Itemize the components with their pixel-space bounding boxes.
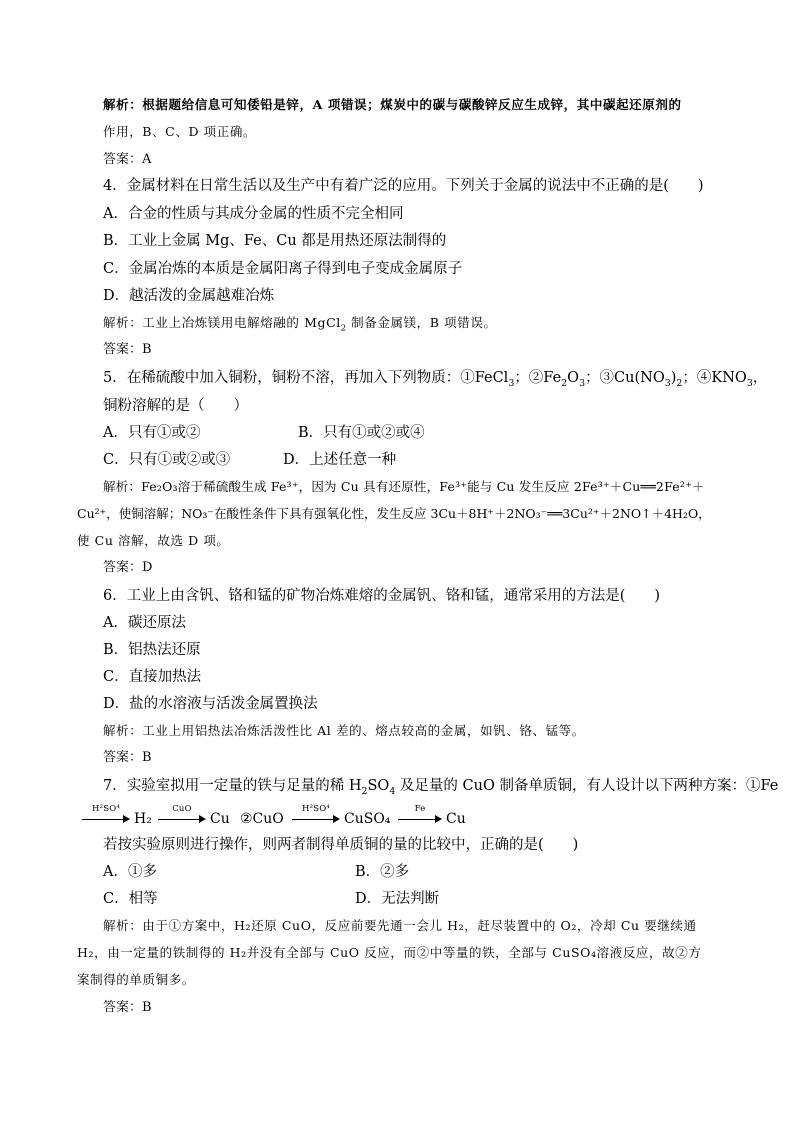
explanation-line: H₂，由一定量的铁制得的 H₂并没有全部与 CuO 反应，而②中等量的铁，全部与 CuSO₄溶液反应，故②方 <box>77 945 702 960</box>
answer-label: 答案： <box>103 1000 143 1015</box>
option-d: D．盐的水溶液与活泼金属置换法 <box>103 696 318 712</box>
arrow-condition: H²SO⁴ <box>91 804 121 814</box>
arrow-condition: CuO <box>172 804 192 814</box>
answer-line <box>103 151 151 169</box>
option-c: C．相等 <box>103 891 158 907</box>
reaction-arrow <box>82 804 130 830</box>
explanation-line: 解析：由于①方案中，H₂还原 CuO，反应前要先通一会儿 H₂，赶尽装置中的 O₂，冷却 Cu 要继续通 <box>103 918 697 933</box>
arrow-head-icon <box>199 815 206 823</box>
question-6: 6．工业上由含钒、铬和锰的矿物冶炼难熔的金属钒、铬和锰，通常采用的方法是( ) <box>103 588 661 604</box>
explanation-line: 解析：Fe₂O₃溶于稀硫酸生成 Fe³⁺，因为 Cu 具有还原性，Fe³⁺能与 Cu 发生反应 2Fe³⁺＋Cu══2Fe²⁺＋ <box>103 479 705 494</box>
answer-value: A <box>142 152 152 167</box>
option-b: B．工业上金属 Mg、Fe、Cu 都是用热还原法制得的 <box>103 233 447 249</box>
explanation-line: 解析：工业上冶炼镁用电解熔融的 MgCl$_2$ 制备金属镁，B 项错误。 <box>103 315 497 333</box>
reaction-arrow <box>292 804 340 830</box>
reaction-arrow <box>158 804 206 830</box>
arrow-head-icon <box>333 815 340 823</box>
product-cuso4: CuSO₄ <box>344 811 391 827</box>
option-a: A．①多 <box>103 864 157 880</box>
question-4: 4．金属材料在日常生活以及生产中有着广泛的应用。下列关于金属的说法中不正确的是( ) <box>103 178 704 194</box>
option-a: A．合金的性质与其成分金属的性质不完全相同 <box>103 206 404 222</box>
option-d: D．无法判断 <box>355 891 440 907</box>
question-5-cont: 铜粉溶解的是（ ） <box>103 398 248 414</box>
reaction-scheme <box>82 804 642 830</box>
product-cu: Cu <box>446 811 466 827</box>
explanation-line: 解析：根据题给信息可知倭铅是锌，A 项错误；煤炭中的碳与碳酸锌反应生成锌，其中碳起还原剂的 <box>103 97 682 112</box>
explanation-line: 使 Cu 溶解，故选 D 项。 <box>77 533 230 548</box>
option-c: C．只有①或②或③ <box>103 452 231 468</box>
reaction-arrow <box>398 804 442 830</box>
answer-line <box>103 341 152 359</box>
answer-value: D <box>142 560 153 575</box>
explanation-line: 解析：工业上用铝热法冶炼活泼性比 Al 差的、熔点较高的金属，如钒、铬、锰等。 <box>103 723 585 738</box>
answer-label: 答案： <box>103 750 143 765</box>
option-b: B．②多 <box>355 864 410 880</box>
option-d: D．越活泼的金属越难冶炼 <box>103 288 275 304</box>
answer-line <box>103 999 152 1017</box>
question-7-cont: 若按实验原则进行操作，则两者制得单质铜的量的比较中，正确的是( ) <box>103 837 579 853</box>
answer-label: 答案： <box>103 152 143 167</box>
question-7: 7．实验室拟用一定量的铁与足量的稀 $H_2SO_4$ 及足量的 CuO 制备单质铜，有人设计以下两种方案：①Fe <box>103 778 779 797</box>
arrow-head-icon <box>123 815 130 823</box>
answer-value: B <box>142 342 152 357</box>
answer-line <box>103 559 152 577</box>
product-h2: H₂ <box>134 811 152 827</box>
route-2-start: ②CuO <box>240 811 284 827</box>
answer-value: B <box>142 1000 152 1015</box>
option-a: A．碳还原法 <box>103 615 186 631</box>
arrow-condition: Fe <box>414 804 426 814</box>
option-b: B．铝热法还原 <box>103 642 201 658</box>
option-d: D．上述任意一种 <box>283 452 397 468</box>
answer-value: B <box>142 750 152 765</box>
option-a: A．只有①或② <box>103 425 201 441</box>
explanation-line: 作用，B、C、D 项正确。 <box>103 124 257 139</box>
answer-label: 答案： <box>103 342 143 357</box>
product-cu: Cu <box>210 811 230 827</box>
option-b: B．只有①或②或④ <box>298 425 425 441</box>
option-c: C．金属冶炼的本质是金属阳离子得到电子变成金属原子 <box>103 261 463 277</box>
option-c: C．直接加热法 <box>103 669 202 685</box>
explanation-line: Cu²⁺，使铜溶解；NO₃⁻在酸性条件下具有强氧化性，发生反应 3Cu＋8H⁺＋2NO₃⁻══3Cu²⁺＋2NO↑＋4H₂O， <box>77 506 711 521</box>
arrow-head-icon <box>435 815 442 823</box>
answer-line <box>103 749 152 767</box>
question-5: 5．在稀硫酸中加入铜粉，铜粉不溶，再加入下列物质：①FeCl$_3$；$②Fe_2O_3$；$③Cu(NO_3)_2$；$④KNO_3$， <box>103 370 768 389</box>
arrow-condition: H²SO⁴ <box>301 804 331 814</box>
answer-label: 答案： <box>103 560 143 575</box>
explanation-line: 案制得的单质铜多。 <box>77 972 195 987</box>
